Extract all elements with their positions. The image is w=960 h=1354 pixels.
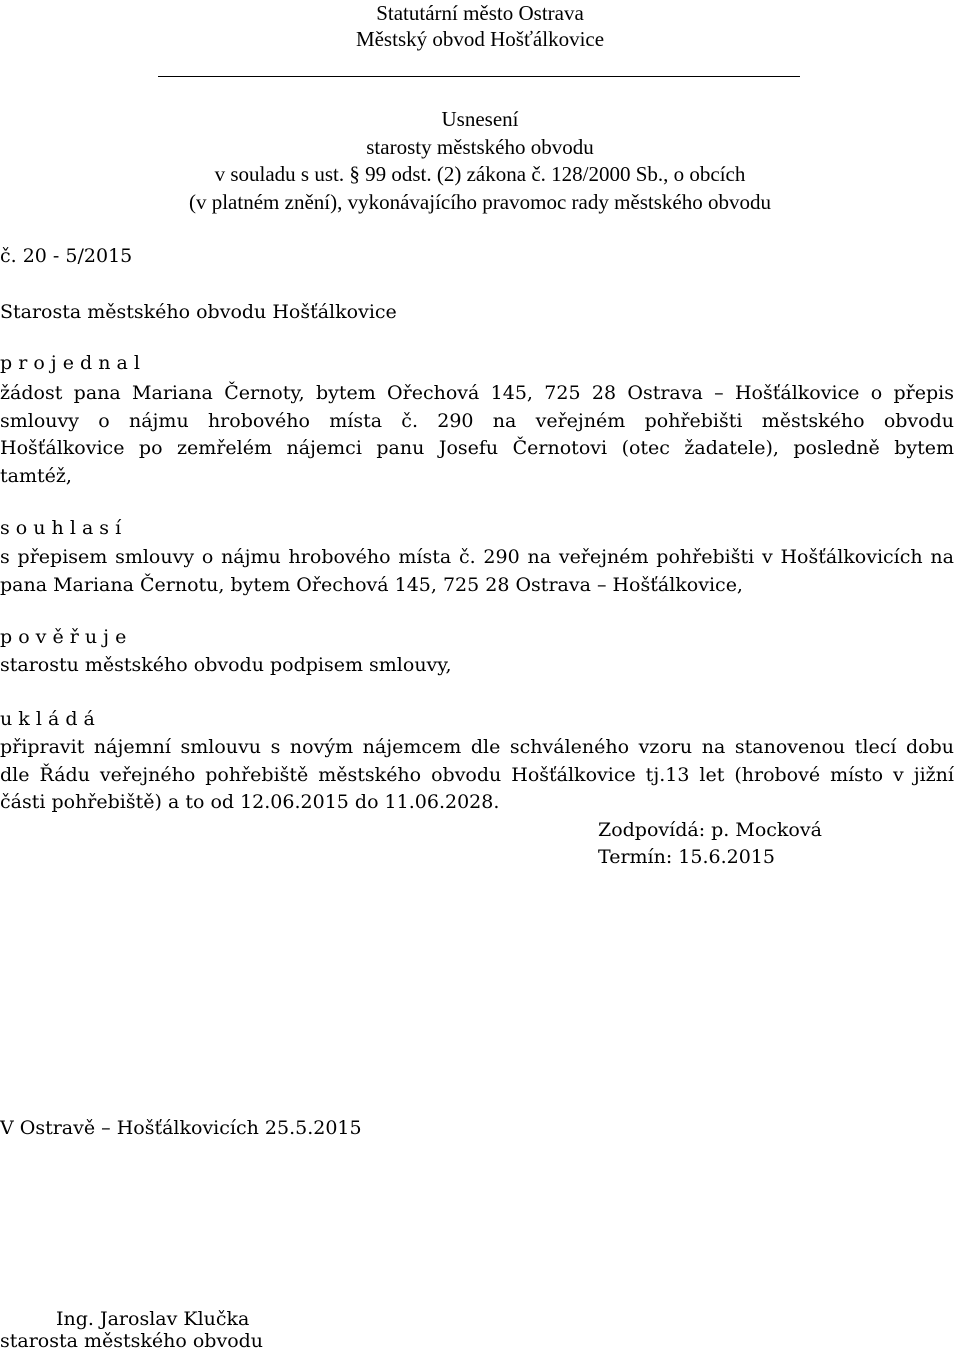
section-heading-souhlasi: s o u h l a s í <box>0 517 122 539</box>
header-city: Statutární město Ostrava <box>376 1 584 25</box>
uklada-line: dle Řádu veřejného pohřebiště městského obvodu Hošťálkovice tj.13 let (hrobové místo v jižní <box>0 764 954 786</box>
document-title: Usnesení <box>441 107 519 131</box>
section-heading-poveruje: p o v ě ř u j e <box>0 626 127 648</box>
legal-basis-line2: (v platném znění), vykonávajícího pravomoc rady městského obvodu <box>188 190 771 214</box>
place-date: V Ostravě – Hošťálkovicích 25.5.2015 <box>0 1117 362 1139</box>
actor-line: Starosta městského obvodu Hošťálkovice <box>0 301 397 323</box>
uklada-line: části pohřebiště) a to od 12.06.2015 do 11.06.2028. <box>0 791 500 813</box>
souhlasi-line: pana Mariana Černotu, bytem Ořechová 145, 725 28 Ostrava – Hošťálkovice, <box>0 574 743 596</box>
resolution-number: č. 20 - 5/2015 <box>0 245 133 267</box>
projednal-line: smlouvy o nájmu hrobového místa č. 290 na veřejném pohřebišti městského obvodu <box>0 410 954 432</box>
document-subtitle: starosty městského obvodu <box>366 135 594 159</box>
uklada-line: připravit nájemní smlouvu s novým nájemcem dle schváleného vzoru na stanovenou tlecí dobu <box>0 736 954 758</box>
poveruje-line: starostu městského obvodu podpisem smlouvy, <box>0 654 452 676</box>
header-district: Městský obvod Hošťálkovice <box>355 27 605 51</box>
projednal-line: žádost pana Mariana Černoty, bytem Ořechová 145, 725 28 Ostrava – Hošťálkovice o přepis <box>0 382 954 404</box>
legal-basis-line1: v souladu s ust. § 99 odst. (2) zákona č. 128/2000 Sb., o obcích <box>214 162 746 186</box>
responsible-person: Zodpovídá: p. Mocková <box>598 819 822 841</box>
section-heading-projednal: p r o j e d n a l <box>0 352 140 374</box>
souhlasi-line: s přepisem smlouvy o nájmu hrobového místa č. 290 na veřejném pohřebišti v Hošťálkovicích na <box>0 546 954 568</box>
section-heading-uklada: u k l á d á <box>0 708 95 730</box>
signature-name: Ing. Jaroslav Klučka <box>56 1308 250 1330</box>
projednal-line: Hošťálkovice po zemřelém nájemci panu Josefu Černotovi (otec žadatele), posledně bytem <box>0 437 954 459</box>
header-divider <box>158 76 800 77</box>
projednal-line: tamtéž, <box>0 465 72 487</box>
deadline: Termín: 15.6.2015 <box>598 846 775 868</box>
signature-role: starosta městského obvodu <box>0 1330 264 1352</box>
